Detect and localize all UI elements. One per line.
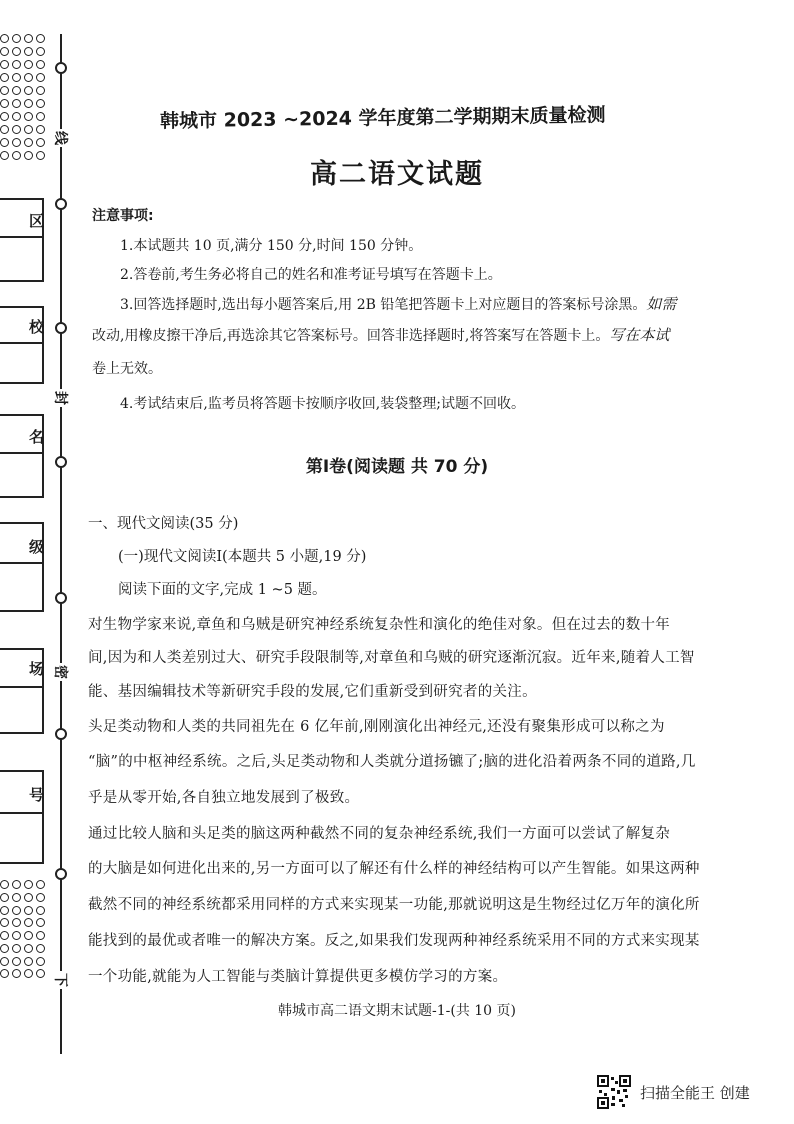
passage-line: 乎是从零开始,各自独立地发展到了极致。 — [88, 790, 360, 806]
binding-hole — [24, 906, 33, 915]
reading-instruction: 阅读下面的文字,完成 1 ~5 题。 — [118, 582, 327, 598]
field-label-exam-room: 场 — [28, 660, 44, 678]
binding-hole — [36, 957, 45, 966]
binding-hole — [24, 969, 33, 978]
binding-hole — [0, 99, 9, 108]
binding-hole — [24, 60, 33, 69]
binding-hole — [0, 73, 9, 82]
binding-hole — [36, 99, 45, 108]
binding-hole — [12, 918, 21, 927]
binding-hole — [24, 944, 33, 953]
binding-hole — [0, 34, 9, 43]
passage-line: 间,因为和人类差别过大、研究手段限制等,对章鱼和乌贼的研究逐渐沉寂。近年来,随着人工智 — [88, 650, 695, 666]
binding-char-xia: 下 — [51, 971, 71, 989]
note-item-1: 1.本试题共 10 页,满分 150 分,时间 150 分钟。 — [120, 238, 423, 254]
field-label-seat-number: 号 — [28, 786, 44, 804]
note-item-3-line-3: 卷上无效。 — [92, 361, 162, 377]
binding-hole — [0, 86, 9, 95]
binding-hole — [36, 918, 45, 927]
binding-hole — [36, 112, 45, 121]
binding-circle — [55, 868, 67, 880]
binding-hole — [24, 931, 33, 940]
binding-hole — [24, 893, 33, 902]
binding-hole — [24, 47, 33, 56]
note-item-3-text: 3.回答选择题时,选出每小题答案后,用 2B 铅笔把答题卡上对应题目的答案标号涂黑。 — [120, 297, 647, 313]
binding-hole — [12, 112, 21, 121]
note-item-3-line-2 — [92, 324, 752, 345]
binding-hole — [36, 969, 45, 978]
binding-hole — [36, 138, 45, 147]
section-title: 第Ⅰ卷(阅读题 共 70 分) — [305, 457, 489, 477]
handwritten-note: 写在本试 — [609, 326, 670, 344]
sub-heading: (一)现代文阅读Ⅰ(本题共 5 小题,19 分) — [118, 549, 367, 565]
passage-line: 一个功能,就能为人工智能与类脑计算提供更多模仿学习的方案。 — [88, 969, 508, 985]
binding-hole — [36, 944, 45, 953]
binding-hole — [12, 880, 21, 889]
binding-circle — [55, 322, 67, 334]
binding-hole — [24, 112, 33, 121]
binding-hole — [0, 931, 9, 940]
field-separator — [0, 562, 44, 564]
page-footer: 韩城市高二语文期末试题-1-(共 10 页) — [277, 1003, 516, 1019]
note-item-3-text-2: 改动,用橡皮擦干净后,再选涂其它答案标号。回答非选择题时,将答案写在答题卡上。 — [92, 328, 610, 344]
binding-hole — [36, 893, 45, 902]
binding-hole — [0, 893, 9, 902]
field-separator — [0, 686, 44, 688]
notes-heading: 注意事项: — [92, 208, 154, 224]
binding-hole — [0, 957, 9, 966]
binding-char-feng: 封 — [51, 389, 71, 407]
binding-hole — [0, 944, 9, 953]
binding-hole — [12, 86, 21, 95]
binding-hole — [24, 880, 33, 889]
binding-hole — [24, 99, 33, 108]
binding-hole — [24, 34, 33, 43]
binding-hole — [24, 957, 33, 966]
binding-hole — [0, 112, 9, 121]
binding-hole — [12, 60, 21, 69]
binding-char-mi: 密 — [51, 663, 71, 681]
field-label-school: 校 — [28, 318, 44, 336]
binding-hole — [12, 944, 21, 953]
binding-hole — [36, 86, 45, 95]
binding-hole — [12, 969, 21, 978]
field-label-class: 级 — [28, 538, 44, 556]
binding-hole — [0, 906, 9, 915]
binding-hole — [12, 957, 21, 966]
binding-hole — [0, 138, 9, 147]
exam-title: 韩城市 2023 ~2024 学年度第二学期期末质量检测 — [159, 104, 606, 133]
binding-hole — [12, 47, 21, 56]
binding-hole — [0, 880, 9, 889]
note-item-2: 2.答卷前,考生务必将自己的姓名和准考证号填写在答题卡上。 — [120, 267, 502, 283]
binding-circle — [55, 728, 67, 740]
binding-hole — [24, 125, 33, 134]
passage-line: 通过比较人脑和头足类的脑这两种截然不同的复杂神经系统,我们一方面可以尝试了解复杂 — [88, 826, 671, 842]
field-separator — [0, 342, 44, 344]
binding-hole — [0, 969, 9, 978]
field-separator — [0, 236, 44, 238]
passage-line: 对生物学家来说,章鱼和乌贼是研究神经系统复杂性和演化的绝佳对象。但在过去的数十年 — [88, 617, 671, 633]
passage-line: 的大脑是如何进化出来的,另一方面可以了解还有什么样的神经结构可以产生智能。如果这两种 — [88, 861, 700, 877]
binding-hole — [0, 47, 9, 56]
binding-hole — [24, 138, 33, 147]
binding-hole — [0, 918, 9, 927]
binding-hole — [36, 60, 45, 69]
field-separator — [0, 812, 44, 814]
binding-hole — [12, 34, 21, 43]
part-heading: 一、现代文阅读(35 分) — [88, 516, 239, 532]
binding-holes-bottom — [0, 880, 46, 980]
binding-hole — [12, 138, 21, 147]
note-item-3 — [120, 294, 760, 315]
binding-hole — [36, 880, 45, 889]
binding-hole — [36, 906, 45, 915]
binding-circle — [55, 592, 67, 604]
binding-hole — [12, 99, 21, 108]
binding-hole — [24, 918, 33, 927]
binding-hole — [24, 73, 33, 82]
binding-hole — [12, 125, 21, 134]
subject-title: 高二语文试题 — [310, 159, 484, 190]
binding-hole — [12, 931, 21, 940]
binding-hole — [12, 73, 21, 82]
binding-hole — [36, 34, 45, 43]
binding-hole — [36, 47, 45, 56]
passage-line: 能找到的最优或者唯一的解决方案。反之,如果我们发现两种神经系统采用不同的方式来实现某 — [88, 933, 700, 949]
binding-hole — [36, 73, 45, 82]
field-label-name: 名 — [28, 428, 44, 446]
passage-line: 截然不同的神经系统都采用同样的方式来实现某一功能,那就说明这是生物经过亿万年的演化所 — [88, 897, 700, 913]
binding-hole — [12, 906, 21, 915]
binding-hole — [0, 60, 9, 69]
handwritten-note: 如需 — [646, 295, 677, 313]
note-item-4: 4.考试结束后,监考员将答题卡按顺序收回,装袋整理;试题不回收。 — [120, 396, 525, 412]
qr-code-icon — [597, 1075, 631, 1109]
binding-char-xian: 线 — [51, 129, 71, 147]
binding-circle — [55, 198, 67, 210]
passage-line: “脑”的中枢神经系统。之后,头足类动物和人类就分道扬镳了;脑的进化沿着两条不同的道路,几 — [88, 754, 696, 770]
field-label-district: 区 — [28, 212, 44, 230]
binding-hole — [12, 893, 21, 902]
binding-hole — [24, 86, 33, 95]
passage-line: 能、基因编辑技术等新研究手段的发展,它们重新受到研究者的关注。 — [88, 684, 537, 700]
binding-hole — [0, 125, 9, 134]
passage-line: 头足类动物和人类的共同祖先在 6 亿年前,刚刚演化出神经元,还没有聚集形成可以称之为 — [88, 719, 665, 735]
binding-holes-top — [0, 34, 46, 162]
binding-circle — [55, 62, 67, 74]
binding-hole — [36, 125, 45, 134]
scanner-watermark-text: 扫描全能王 创建 — [640, 1084, 750, 1102]
binding-hole — [36, 931, 45, 940]
